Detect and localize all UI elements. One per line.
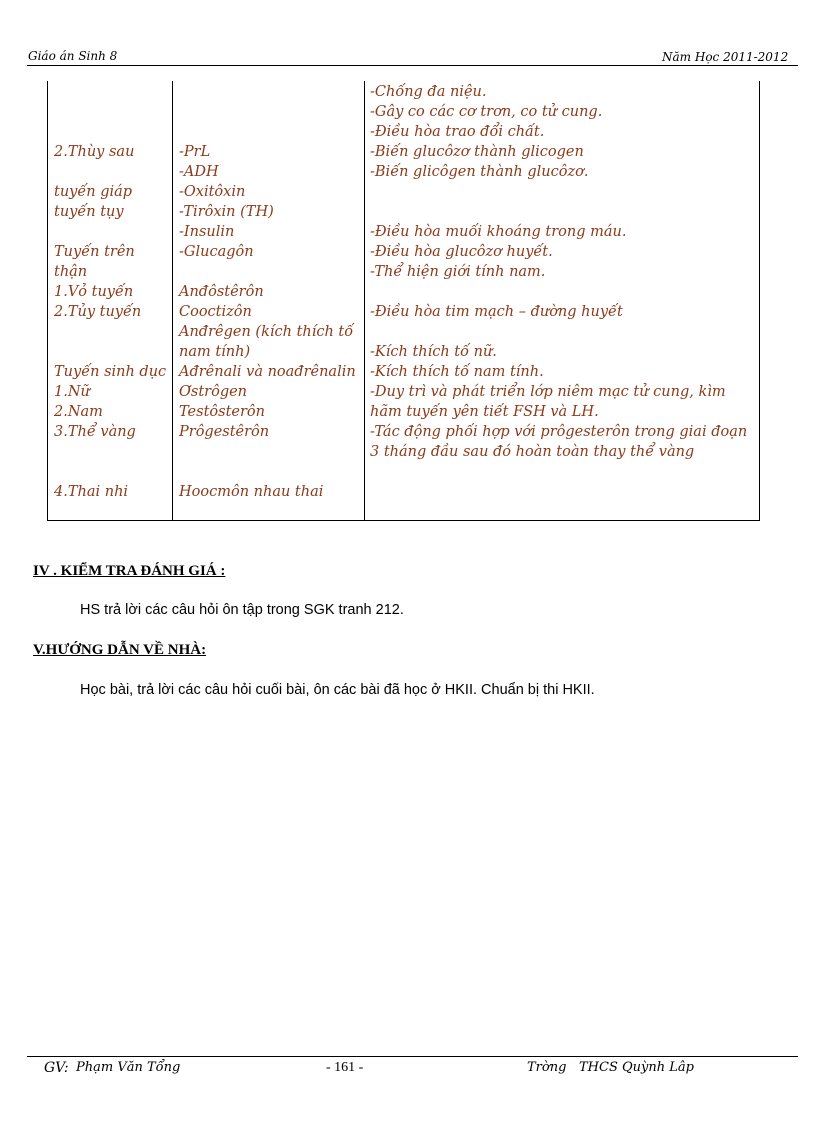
hormone-cell: Testôsterôn [179,404,265,420]
gland-cell: Tuyến trên [54,244,135,260]
section-v-text: Học bài, trả lời các câu hỏi cuối bài, ôn các bài đã học ở HKII. Chuẩn bị thi HKII. [80,682,595,698]
footer-teacher-name: Phạm Văn Tổng [76,1060,181,1075]
gland-cell: tuyến tụy [54,204,124,220]
function-cell: hãm tuyến yên tiết FSH và LH. [370,404,599,420]
function-cell: -Thể hiện giới tính nam. [370,264,546,280]
gland-cell: 1.Nữ [54,384,90,400]
gland-cell: 3.Thể vàng [54,424,136,440]
gland-cell: thận [54,264,88,280]
page-number: - 161 - [326,1060,364,1075]
hormone-cell: Ơstrôgen [179,384,248,400]
hormone-cell: Anđrêgen (kích thích tố [179,324,354,340]
function-cell: -Điều hòa muối khoáng trong máu. [370,224,627,240]
gland-cell: tuyến giáp [54,184,133,200]
function-cell: -Tác động phối hợp với prôgesterôn trong giai đoạn [370,424,748,440]
section-iv-title: IV . KIỂM TRA ĐÁNH GIÁ : [33,563,226,579]
footer-school-name: THCS Quỳnh Lâp [579,1060,694,1075]
hormone-cell: -Tirôxin (TH) [179,204,274,220]
hormone-cell: -Glucagôn [179,244,254,260]
function-cell: 3 tháng đầu sau đó hoàn toàn thay thể vàng [370,444,695,460]
hormone-cell: Hoocmôn nhau thai [179,484,324,500]
footer-teacher-label: GV: [44,1060,69,1076]
gland-cell: 4.Thai nhi [54,484,129,500]
section-v-title: V.HƯỚNG DẪN VỀ NHÀ: [33,642,207,658]
header-subject: Giáo án Sinh 8 [28,49,118,63]
function-cell: -Biến glucôzơ thành glicogen [370,144,584,160]
gland-cell: Tuyến sinh dục [54,364,167,380]
function-cell: -Chống đa niệu. [370,84,487,100]
function-cell: -Duy trì và phát triển lớp niêm mạc tử cung, kìm [370,384,726,400]
function-cell: -Kích thích tố nữ. [370,344,497,360]
function-cell: -Biến glicôgen thành glucôzơ. [370,164,589,180]
gland-cell: 2.Tủy tuyến [54,304,142,320]
footer-rule [27,1056,798,1057]
function-cell: -Kích thích tố nam tính. [370,364,544,380]
gland-cell: 1.Vỏ tuyến [54,284,134,300]
function-cell: -Điều hòa trao đổi chất. [370,124,545,140]
hormone-cell: -ADH [179,164,219,180]
function-cell: -Điều hòa tim mạch – đường huyết [370,304,623,320]
hormone-cell: -Oxitôxin [179,184,246,200]
function-cell: -Gây co các cơ trơn, co tử cung. [370,104,603,120]
hormone-cell: Anđôstêrôn [179,284,264,300]
function-cell: -Điều hòa glucôzơ huyết. [370,244,553,260]
hormone-cell: nam tính) [179,344,251,360]
gland-cell: 2.Nam [54,404,103,420]
hormone-cell: Cooctizôn [179,304,252,320]
hormone-cell: Ađrênali và noađrênalin [179,364,356,380]
hormone-cell: Prôgestêrôn [179,424,270,440]
hormone-cell: -Insulin [179,224,235,240]
gland-cell: 2.Thùy sau [54,144,135,160]
section-iv-text: HS trả lời các câu hỏi ôn tập trong SGK tranh 212. [80,602,404,618]
table-divider-1 [172,81,173,521]
header-rule [27,65,798,66]
hormone-cell: -PrL [179,144,211,160]
footer-school-label: Trờng [527,1060,567,1075]
header-year: Năm Học 2011-2012 [662,50,789,64]
table-divider-2 [364,81,365,521]
